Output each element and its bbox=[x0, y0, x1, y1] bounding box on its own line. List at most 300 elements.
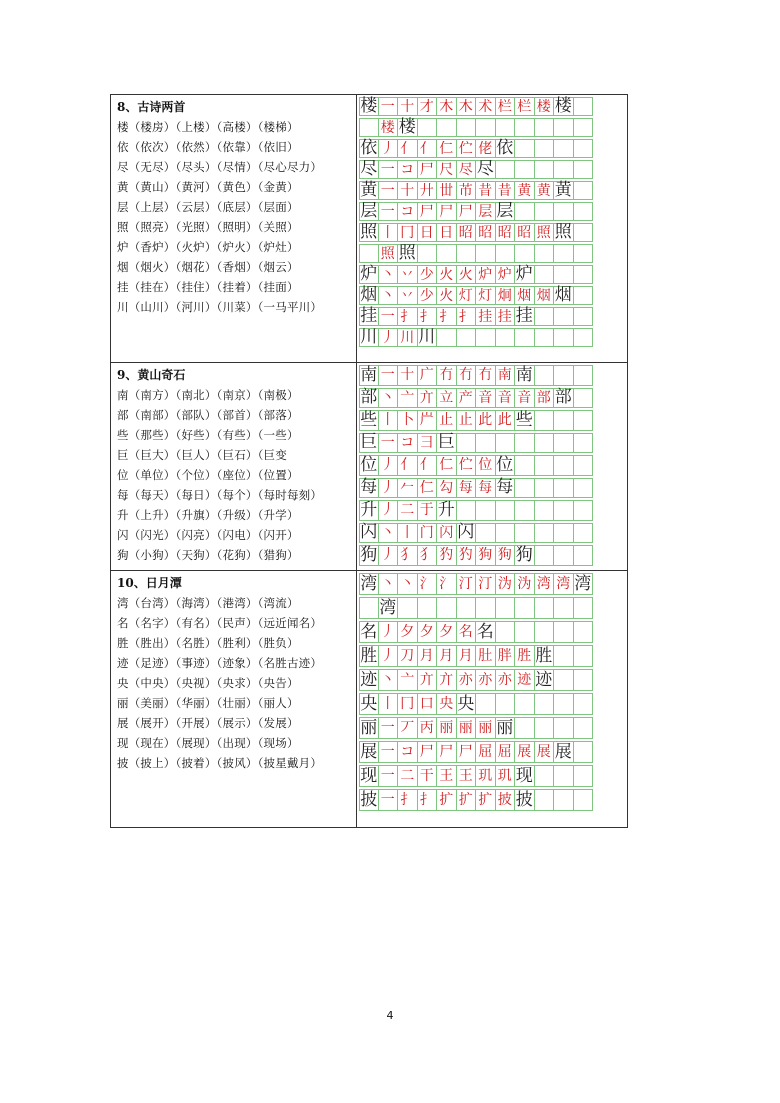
stroke-step: 亠 bbox=[398, 669, 418, 691]
grid-row bbox=[359, 365, 627, 388]
stroke-step: 一 bbox=[379, 181, 399, 200]
stroke-step: 亣 bbox=[418, 669, 438, 691]
stroke-step bbox=[535, 789, 555, 811]
stroke-step: 王 bbox=[437, 765, 457, 787]
model-character: 现 bbox=[360, 765, 378, 786]
stroke-step bbox=[535, 307, 555, 326]
stroke-step: 夕 bbox=[398, 621, 418, 643]
stroke-step: 丨 bbox=[398, 523, 418, 544]
stroke-step: 些 bbox=[515, 409, 533, 430]
stroke-step: 尸 bbox=[437, 202, 457, 221]
stroke-step: 氵 bbox=[418, 573, 438, 595]
lesson-section-10 bbox=[111, 571, 627, 827]
stroke-step: 仁 bbox=[437, 139, 457, 158]
stroke-step: 丿 bbox=[379, 139, 399, 158]
model-character bbox=[359, 597, 379, 619]
vocabulary-table bbox=[110, 94, 628, 828]
stroke-step: 月 bbox=[457, 645, 477, 667]
word-line: 炉（香炉）（火炉）（炉火）（炉灶） bbox=[117, 240, 299, 254]
stroke-step: 扩 bbox=[437, 789, 457, 811]
stroke-step: 木 bbox=[457, 97, 477, 116]
stroke-step: 十 bbox=[398, 181, 418, 200]
grid-row bbox=[359, 523, 627, 546]
stroke-step bbox=[418, 118, 438, 137]
stroke-step: 术 bbox=[476, 97, 496, 116]
stroke-step bbox=[476, 328, 496, 347]
stroke-step bbox=[574, 365, 594, 386]
stroke-step: 迹 bbox=[535, 669, 553, 690]
word-line: 披（披上）（披着）（披风）（披星戴月） bbox=[117, 756, 323, 770]
stroke-step: 烟 bbox=[535, 286, 555, 305]
stroke-step: 丨 bbox=[379, 410, 399, 431]
grid-row bbox=[359, 139, 627, 160]
stroke-step bbox=[574, 160, 594, 179]
grid-row bbox=[359, 693, 627, 717]
stroke-step: 狗 bbox=[476, 545, 496, 566]
stroke-step: 楼 bbox=[379, 118, 399, 137]
stroke-step: 炯 bbox=[496, 286, 516, 305]
stroke-step: 丨 bbox=[379, 693, 399, 715]
grid-row bbox=[359, 160, 627, 181]
stroke-step bbox=[476, 118, 496, 137]
stroke-step bbox=[574, 388, 594, 409]
stroke-step: 每 bbox=[476, 478, 496, 499]
stroke-step: 昭 bbox=[476, 223, 496, 242]
stroke-step bbox=[554, 669, 574, 691]
stroke-step: 部 bbox=[535, 388, 555, 409]
grid-row bbox=[359, 181, 627, 202]
model-character: 升 bbox=[360, 499, 378, 520]
lesson-section-9 bbox=[111, 363, 627, 571]
stroke-step bbox=[437, 328, 457, 347]
model-character: 展 bbox=[360, 741, 378, 762]
stroke-step bbox=[457, 244, 477, 263]
stroke-step bbox=[554, 244, 574, 263]
model-character: 闪 bbox=[360, 522, 378, 543]
stroke-step bbox=[535, 523, 555, 544]
stroke-step: 尺 bbox=[437, 160, 457, 179]
stroke-step: 丿 bbox=[379, 645, 399, 667]
stroke-step bbox=[535, 202, 555, 221]
stroke-step: 丶 bbox=[398, 573, 418, 595]
stroke-step bbox=[574, 478, 594, 499]
model-character: 每 bbox=[360, 477, 378, 498]
stroke-step bbox=[535, 597, 555, 619]
stroke-step: 胜 bbox=[535, 645, 553, 666]
grid-row bbox=[359, 286, 627, 307]
stroke-step bbox=[515, 478, 535, 499]
stroke-step: 炉 bbox=[496, 265, 516, 284]
stroke-step bbox=[535, 433, 555, 454]
stroke-step bbox=[535, 160, 555, 179]
grid-row bbox=[359, 478, 627, 501]
stroke-step: 火 bbox=[457, 265, 477, 284]
stroke-step: 二 bbox=[398, 500, 418, 521]
grid-row bbox=[359, 669, 627, 693]
stroke-step: 屈 bbox=[496, 741, 516, 763]
stroke-step bbox=[515, 693, 535, 715]
stroke-step bbox=[457, 597, 477, 619]
stroke-step bbox=[496, 118, 516, 137]
model-character: 尽 bbox=[360, 159, 378, 179]
stroke-step: 昔 bbox=[496, 181, 516, 200]
stroke-step bbox=[535, 500, 555, 521]
stroke-step bbox=[535, 455, 555, 476]
stroke-step: 扌 bbox=[398, 789, 418, 811]
word-line: 依（依次）（依然）（依靠）（依旧） bbox=[117, 140, 299, 154]
stroke-order-grid bbox=[357, 363, 627, 570]
stroke-step: 玑 bbox=[476, 765, 496, 787]
model-character: 巨 bbox=[360, 432, 378, 453]
stroke-step bbox=[574, 717, 594, 739]
stroke-step: 汀 bbox=[476, 573, 496, 595]
stroke-step: 肚 bbox=[476, 645, 496, 667]
model-character: 披 bbox=[360, 789, 378, 810]
stroke-step: 冇 bbox=[457, 365, 477, 386]
stroke-step bbox=[574, 545, 594, 566]
word-line: 川（山川）（河川）（川菜）（一马平川） bbox=[117, 300, 323, 314]
stroke-step: 丶 bbox=[379, 388, 399, 409]
word-line: 现（现在）（展现）（出现）（现场） bbox=[117, 736, 299, 750]
stroke-step bbox=[496, 597, 516, 619]
word-line: 层（上层）（云层）（底层）（层面） bbox=[117, 200, 299, 214]
stroke-step: 尸 bbox=[418, 202, 438, 221]
stroke-step bbox=[554, 328, 574, 347]
stroke-step: 亻 bbox=[418, 139, 438, 158]
stroke-step bbox=[535, 621, 555, 643]
stroke-step: 丶 bbox=[379, 265, 399, 284]
stroke-step: 氵 bbox=[437, 573, 457, 595]
stroke-step bbox=[476, 244, 496, 263]
stroke-step bbox=[554, 765, 574, 787]
stroke-order-grid bbox=[357, 571, 627, 827]
stroke-step bbox=[554, 365, 574, 386]
stroke-step: 展 bbox=[554, 741, 572, 762]
model-character: 央 bbox=[360, 693, 378, 714]
grid-row bbox=[359, 717, 627, 741]
stroke-step: 楼 bbox=[535, 97, 555, 116]
stroke-step: 黄 bbox=[515, 181, 535, 200]
stroke-step: 狗 bbox=[496, 545, 516, 566]
stroke-step bbox=[515, 523, 535, 544]
grid-row bbox=[359, 455, 627, 478]
stroke-step: 亻 bbox=[398, 139, 418, 158]
stroke-step bbox=[554, 202, 574, 221]
stroke-step bbox=[574, 597, 594, 619]
stroke-step: 胖 bbox=[496, 645, 516, 667]
grid-row bbox=[359, 645, 627, 669]
stroke-step bbox=[574, 410, 594, 431]
stroke-step bbox=[476, 597, 496, 619]
stroke-step bbox=[535, 693, 555, 715]
stroke-step bbox=[574, 741, 594, 763]
stroke-step: 扌 bbox=[398, 307, 418, 326]
stroke-step bbox=[554, 265, 574, 284]
grid-row bbox=[359, 244, 627, 265]
stroke-step: 亣 bbox=[418, 388, 438, 409]
stroke-step: 音 bbox=[476, 388, 496, 409]
stroke-step: 黄 bbox=[535, 181, 555, 200]
stroke-step bbox=[574, 139, 594, 158]
stroke-step bbox=[515, 244, 535, 263]
stroke-step: 现 bbox=[515, 765, 533, 786]
stroke-step: 炉 bbox=[515, 264, 533, 284]
stroke-step: 立 bbox=[437, 388, 457, 409]
stroke-step: 扌 bbox=[437, 307, 457, 326]
grid-row bbox=[359, 202, 627, 223]
stroke-step: 照 bbox=[379, 244, 399, 263]
stroke-step: 部 bbox=[554, 387, 572, 408]
stroke-step: 沩 bbox=[515, 573, 535, 595]
stroke-step bbox=[535, 265, 555, 284]
grid-row bbox=[359, 500, 627, 523]
grid-row bbox=[359, 573, 627, 597]
stroke-step bbox=[554, 597, 574, 619]
stroke-step: 一 bbox=[379, 97, 399, 116]
stroke-step bbox=[515, 621, 535, 643]
stroke-step bbox=[535, 365, 555, 386]
stroke-step: 此 bbox=[476, 410, 496, 431]
stroke-step: 丨 bbox=[379, 223, 399, 242]
stroke-step: 昭 bbox=[515, 223, 535, 242]
model-character: 名 bbox=[360, 621, 378, 642]
word-lines bbox=[117, 593, 356, 773]
word-list bbox=[111, 363, 357, 570]
stroke-step bbox=[457, 118, 477, 137]
stroke-step bbox=[574, 118, 594, 137]
stroke-step: 十 bbox=[398, 365, 418, 386]
stroke-step bbox=[574, 669, 594, 691]
stroke-step bbox=[535, 765, 555, 787]
stroke-step: 止 bbox=[457, 410, 477, 431]
stroke-step: 扩 bbox=[457, 789, 477, 811]
stroke-step bbox=[554, 621, 574, 643]
stroke-step: 披 bbox=[496, 789, 516, 811]
stroke-step: 南 bbox=[515, 364, 533, 385]
stroke-step: 楼 bbox=[554, 96, 572, 116]
stroke-step bbox=[515, 455, 535, 476]
grid-row bbox=[359, 410, 627, 433]
stroke-step bbox=[515, 160, 535, 179]
stroke-step bbox=[515, 118, 535, 137]
word-line: 照（照亮）（光照）（照明）（关照） bbox=[117, 220, 299, 234]
grid-row bbox=[359, 265, 627, 286]
stroke-step: 丿 bbox=[379, 455, 399, 476]
stroke-step: 扌 bbox=[418, 307, 438, 326]
stroke-step: 伫 bbox=[457, 455, 477, 476]
model-character: 迹 bbox=[360, 669, 378, 690]
stroke-step bbox=[535, 717, 555, 739]
word-lines bbox=[117, 385, 356, 565]
stroke-step: 依 bbox=[496, 138, 514, 158]
stroke-step: 昭 bbox=[496, 223, 516, 242]
stroke-step: 名 bbox=[476, 621, 494, 642]
stroke-step: 栏 bbox=[496, 97, 516, 116]
stroke-step: コ bbox=[398, 160, 418, 179]
grid-row bbox=[359, 118, 627, 139]
stroke-step: 尸 bbox=[437, 741, 457, 763]
grid-row bbox=[359, 433, 627, 456]
grid-row bbox=[359, 741, 627, 765]
stroke-step: 仁 bbox=[437, 455, 457, 476]
stroke-step: 月 bbox=[418, 645, 438, 667]
stroke-step: 位 bbox=[476, 455, 496, 476]
stroke-step: 汀 bbox=[457, 573, 477, 595]
stroke-step: 照 bbox=[398, 243, 416, 263]
stroke-step bbox=[496, 328, 516, 347]
model-character: 依 bbox=[360, 138, 378, 158]
model-character bbox=[359, 118, 379, 137]
word-list bbox=[111, 571, 357, 827]
word-line: 迹（足迹）（事迹）（迹象）（名胜古迹） bbox=[117, 656, 323, 670]
stroke-step: 昭 bbox=[457, 223, 477, 242]
stroke-step: 烟 bbox=[554, 285, 572, 305]
stroke-step bbox=[574, 244, 594, 263]
stroke-step: 刀 bbox=[398, 645, 418, 667]
model-character: 层 bbox=[360, 201, 378, 221]
model-character: 挂 bbox=[360, 306, 378, 326]
stroke-step bbox=[554, 478, 574, 499]
grid-row bbox=[359, 223, 627, 244]
stroke-step: 丿 bbox=[379, 478, 399, 499]
stroke-step: 照 bbox=[535, 223, 555, 242]
stroke-step: 尸 bbox=[418, 741, 438, 763]
stroke-step bbox=[554, 139, 574, 158]
stroke-step: 木 bbox=[437, 97, 457, 116]
stroke-step: 丿 bbox=[379, 328, 399, 347]
model-character: 位 bbox=[360, 454, 378, 475]
stroke-step: 一 bbox=[379, 765, 399, 787]
word-line: 巨（巨大）（巨人）（巨石）（巨变 bbox=[117, 448, 287, 462]
stroke-step: 王 bbox=[457, 765, 477, 787]
stroke-step bbox=[554, 410, 574, 431]
grid-row bbox=[359, 621, 627, 645]
stroke-step: 一 bbox=[379, 365, 399, 386]
stroke-step: 亻 bbox=[398, 455, 418, 476]
stroke-step bbox=[574, 455, 594, 476]
stroke-step bbox=[515, 202, 535, 221]
stroke-step: 灯 bbox=[476, 286, 496, 305]
grid-row bbox=[359, 789, 627, 813]
model-character bbox=[359, 244, 379, 263]
word-line: 闪（闪光）（闪亮）（闪电）（闪开） bbox=[117, 528, 299, 542]
stroke-step: 丶 bbox=[379, 669, 399, 691]
stroke-step bbox=[574, 765, 594, 787]
stroke-step: 楼 bbox=[398, 117, 416, 137]
stroke-step bbox=[535, 410, 555, 431]
stroke-step: 丶 bbox=[379, 523, 399, 544]
stroke-step: 犭 bbox=[418, 545, 438, 566]
stroke-step bbox=[554, 693, 574, 715]
word-line: 楼（楼房）（上楼）（高楼）（楼梯） bbox=[117, 120, 299, 134]
stroke-step: 夕 bbox=[418, 621, 438, 643]
stroke-step bbox=[457, 500, 477, 521]
stroke-step: 芇 bbox=[457, 181, 477, 200]
stroke-step bbox=[496, 693, 516, 715]
stroke-step: 丗 bbox=[437, 181, 457, 200]
stroke-step: 挂 bbox=[496, 307, 516, 326]
word-line: 位（单位）（个位）（座位）（位置） bbox=[117, 468, 299, 482]
stroke-step: 才 bbox=[418, 97, 438, 116]
word-line: 狗（小狗）（天狗）（花狗）（猎狗） bbox=[117, 548, 299, 562]
stroke-step bbox=[554, 523, 574, 544]
word-line: 南（南方）（南北）（南京）（南极） bbox=[117, 388, 299, 402]
stroke-step: 少 bbox=[418, 286, 438, 305]
model-character: 楼 bbox=[360, 96, 378, 116]
stroke-step: 烟 bbox=[515, 286, 535, 305]
word-line: 胜（胜出）（名胜）（胜利）（胜负） bbox=[117, 636, 299, 650]
stroke-step: 沩 bbox=[496, 573, 516, 595]
stroke-step: 屈 bbox=[476, 741, 496, 763]
stroke-step: 一 bbox=[379, 307, 399, 326]
stroke-step: 尽 bbox=[476, 159, 494, 179]
stroke-step: 一 bbox=[379, 717, 399, 739]
stroke-step: 彐 bbox=[418, 433, 438, 454]
stroke-step: 一 bbox=[379, 160, 399, 179]
stroke-step bbox=[574, 433, 594, 454]
word-line: 湾（台湾）（海湾）（港湾）（湾流） bbox=[117, 596, 299, 610]
grid-row bbox=[359, 388, 627, 411]
stroke-step bbox=[437, 244, 457, 263]
word-line: 些（那些）（好些）（有些）（一些） bbox=[117, 428, 299, 442]
stroke-step: 日 bbox=[437, 223, 457, 242]
stroke-step: 尸 bbox=[457, 202, 477, 221]
grid-row bbox=[359, 328, 627, 349]
stroke-step bbox=[574, 328, 594, 347]
stroke-step: 日 bbox=[418, 223, 438, 242]
word-line: 烟（烟火）（烟花）（香烟）（烟云） bbox=[117, 260, 299, 274]
stroke-step: 川 bbox=[398, 328, 418, 347]
word-list bbox=[111, 95, 357, 362]
stroke-step bbox=[535, 478, 555, 499]
stroke-step bbox=[535, 139, 555, 158]
model-character: 黄 bbox=[360, 180, 378, 200]
stroke-step bbox=[457, 433, 477, 454]
stroke-step bbox=[554, 645, 574, 667]
stroke-step: 犭 bbox=[398, 545, 418, 566]
stroke-step bbox=[515, 139, 535, 158]
stroke-step: 尸 bbox=[457, 741, 477, 763]
stroke-step: 巨 bbox=[437, 432, 455, 453]
stroke-step bbox=[496, 433, 516, 454]
page-number: 4 bbox=[386, 1009, 394, 1022]
stroke-step: 亠 bbox=[398, 388, 418, 409]
grid-row bbox=[359, 545, 627, 568]
stroke-step: 湾 bbox=[535, 573, 555, 595]
stroke-step bbox=[574, 202, 594, 221]
stroke-step: 扌 bbox=[457, 307, 477, 326]
stroke-step bbox=[554, 160, 574, 179]
model-character: 部 bbox=[360, 387, 378, 408]
stroke-step: 伫 bbox=[457, 139, 477, 158]
stroke-step: 每 bbox=[496, 477, 514, 498]
stroke-step: 每 bbox=[457, 478, 477, 499]
stroke-step bbox=[574, 645, 594, 667]
stroke-step: 丷 bbox=[398, 286, 418, 305]
stroke-step bbox=[476, 433, 496, 454]
stroke-step: 川 bbox=[418, 327, 436, 347]
stroke-step bbox=[574, 97, 594, 116]
stroke-step: 产 bbox=[457, 388, 477, 409]
stroke-step bbox=[554, 545, 574, 566]
stroke-step bbox=[554, 455, 574, 476]
stroke-step: 升 bbox=[437, 499, 455, 520]
stroke-step bbox=[554, 433, 574, 454]
stroke-step: 湾 bbox=[379, 597, 397, 618]
stroke-step: 照 bbox=[554, 222, 572, 242]
stroke-step bbox=[496, 523, 516, 544]
stroke-step bbox=[554, 307, 574, 326]
